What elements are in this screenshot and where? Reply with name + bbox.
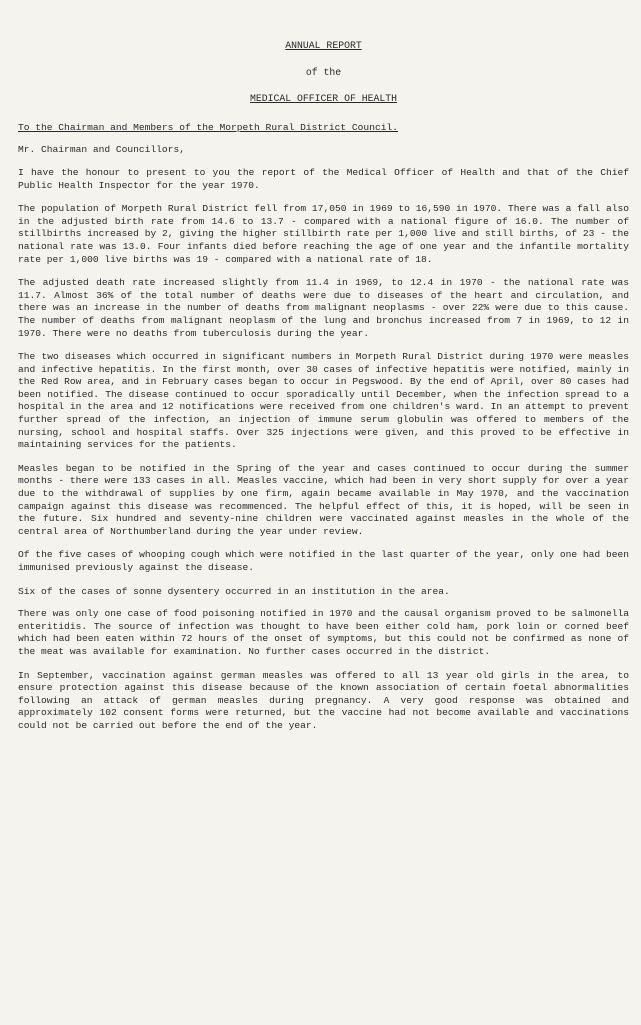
paragraph-death-rate: The adjusted death rate increased slightly from 11.4 in 1969, to 12.4 in 1970 - the national rate was 11.7. Almost 36% of the total number of deaths were due to diseases of the heart and circulation, and there was an increase in the number of deaths from malignant neoplasms - over 22% were due to this cause. The number of deaths from malignant neoplasm of the lung and bronchus increased from 7 in 1969, to 12 in 1970. There were no deaths from tuberculosis during the year. bbox=[18, 277, 629, 339]
addressee-line: To the Chairman and Members of the Morpeth Rural District Council. bbox=[18, 121, 398, 133]
paragraph-diseases: The two diseases which occurred in significant numbers in Morpeth Rural District during 1970 were measles and infective hepatitis. In the first month, over 30 cases of infective hepatitis were notified, mainly in the Red Row area, and in February cases began to occur in Pegswood. By the end of April, over 80 cases had been notified. The disease continued to occur sporadically until December, when the infection spread to a hospital in the area and 12 notifications were received from one children's ward. In an attempt to prevent further spread of the infection, an injection of immune serum globulin was offered to members of the nursing, school and hospital staffs. Over 325 injections were given, and this proved to be effective in maintaining services for the patients. bbox=[18, 351, 629, 451]
paragraph-measles: Measles began to be notified in the Spring of the year and cases continued to occur during the summer months - there were 133 cases in all. Measles vaccine, which had been in very short supply for over a year due to the withdrawal of supplies by one firm, again became available in May 1970, and the vaccination campaign against this disease was recommenced. The helpful effect of this, it is hoped, will be seen in the future. Six hundred and seventy-nine children were vaccinated against measles in the whole of the central area of Northumberland during the year under review. bbox=[18, 462, 629, 537]
paragraph-whooping-cough: Of the five cases of whooping cough which were notified in the last quarter of the year, only one had been immunised previously against the disease. bbox=[18, 549, 629, 573]
paragraph-intro: I have the honour to present to you the report of the Medical Officer of Health and that of the Chief Public Health Inspector for the year 1970. bbox=[18, 166, 629, 191]
report-office: MEDICAL OFFICER OF HEALTH bbox=[250, 93, 397, 105]
paragraph-food-poisoning: There was only one case of food poisoning notified in 1970 and the causal organism proved to be salmonella enteritidis. The source of infection was thought to have been either cold ham, pork loin or corned beef which had been eaten within 72 hours of the onset of symptoms, but this could not be confirmed as none of the meat was available for examination. No further cases occurred in the district. bbox=[18, 608, 629, 657]
greeting-line: Mr. Chairman and Councillors, bbox=[18, 144, 185, 156]
paragraph-dysentery: Six of the cases of sonne dysentery occurred in an institution in the area. bbox=[18, 585, 450, 597]
paragraph-population: The population of Morpeth Rural District fell from 17,050 in 1969 to 16,590 in 1970. There was a fall also in the adjusted birth rate from 14.6 to 13.7 - compared with a national figure of 16.0. The number of stillbirths increased by 2, giving the higher stillbirth rate per 1,000 live and still births, of 23 - the national rate was 13.0. Four infants died before reaching the age of one year and the infantile mortality rate per 1,000 live births was 19 - compared with a national rate of 18. bbox=[18, 203, 629, 265]
paragraph-german-measles: In September, vaccination against german measles was offered to all 13 year old girls in the area, to ensure protection against this disease because of the known association of certain foetal abnormalities following an attack of german measles during pregnancy. A very good response was obtained and approximately 102 consent forms were returned, but the vaccine had not become available and vaccinations could not be carried out before the end of the year. bbox=[18, 669, 629, 731]
report-of-line: of the bbox=[305, 66, 342, 78]
report-title: ANNUAL REPORT bbox=[285, 40, 362, 51]
